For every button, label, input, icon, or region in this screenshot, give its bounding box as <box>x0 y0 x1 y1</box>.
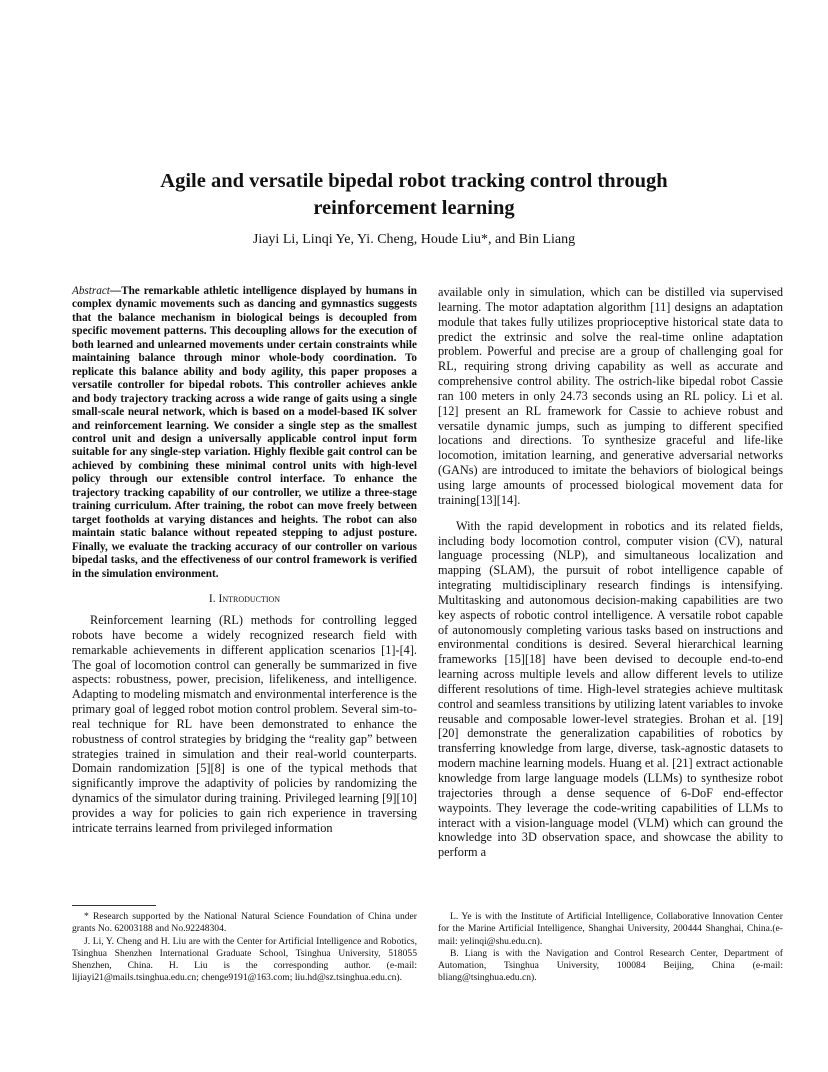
paper-title-line-1: Agile and versatile bipedal robot tracking control through <box>160 170 668 192</box>
abstract-text: —The remarkable athletic intelligence displayed by humans in complex dynamic movements such as dancing and gymnastics suggests that the balance mechanism in biological beings is decoupled from specific movement patterns. This decoupling allows for the execution of both learned and unlearned movements under certain constraints while maintaining balance through minor whole-body coordination. To replicate this balance ability and body agility, this paper proposes a versatile controller for bipedal robots. This controller achieves ankle and body trajectory tracking across a wide range of gaits using a single small-scale neural network, which is based on a model-based IK solver and reinforcement learning. We consider a single step as the smallest control unit and design a universally applicable control input form suitable for any single-step variation. Highly flexible gait control can be achieved by combining these minimal control units with high-level policy through our extensible control interface. To enhance the trajectory tracking capability of our controller, we utilize a three-stage training curriculum. After training, the robot can move freely between target footholds at varying distances and heights. The robot can also maintain static balance without repeated stepping to adjust posture. Finally, we evaluate the tracking accuracy of our controller on various bipedal tasks, and the effectiveness of our control framework is verified in the simulation environment. <box>72 285 417 580</box>
footnotes-left <box>72 911 417 985</box>
intro-paragraph-2: With the rapid development in robotics and its related fields, including body locomotion control, computer vision (CV), natural language processing (NLP), and simultaneous localization and mapping (SLAM), the pursuit of robot intelligence capable of integrating multidisciplinary research findings is intensifying. Multitasking and autonomous decision-making capabilities are two key aspects of robotic control intelligence. A versatile robot capable of autonomously completing various tasks based on instructions and environmental conditions is desired. Several hierarchical learning frameworks [15][18] have been devised to decouple end-to-end learning across multiple levels and allow different levels to utilize different resolutions of time. High-level strategies achieve multitask control and seamless transitions by utilizing latent variables to invoke reusable and composable lower-level strategies. Brohan et al. [19][20] demonstrate the generalization capabilities of robotics by transferring knowledge from large, diverse, task-agnostic datasets to modern machine learning models. Huang et al. [21] extract actionable knowledge from large language models (LLMs) to synthesize robot trajectories through a dense sequence of 6-DoF end-effector waypoints. They leverage the code-writing capabilities of LLMs to interact with a vision-language model (VLM) which can ground the knowledge into 3D observation space, and showcase the ability to perform a <box>438 518 783 860</box>
left-column <box>72 285 417 836</box>
paper-title-line-2: reinforcement learning <box>313 197 515 219</box>
section-heading-introduction <box>72 592 417 606</box>
section-title: Introduction <box>218 592 281 605</box>
abstract-label: Abstract <box>72 285 110 297</box>
intro-paragraph-1: Reinforcement learning (RL) methods for controlling legged robots have become a widely recognized research field with remarkable achievements in different application scenarios [1]-[4]. The goal of locomotion control can generally be summarized in five aspects: robustness, power, precision, lifelikeness, and intelligence. Adapting to modeling mismatch and environmental interference is the primary goal of legged robot motion control problem. Several sim-to-real technique for RL have been demonstrated to enhance the robustness of control strategies by bridging the “reality gap” between strategies trained in simulation and their real-world counterparts. Domain randomization [5][8] is one of the typical methods that significantly improve the adaptivity of policies by randomizing the dynamics of the simulator during training. Privileged learning [9][10] provides a way for policies to gain rich experience in traversing intricate terrains learned from privileged information <box>72 612 417 835</box>
footnote-affiliation-2: L. Ye is with the Institute of Artificial Intelligence, Collaborative Innovation Center for the Marine Artificial Intelligence, Shanghai University, 200444 Shanghai, China.(e-mail: yelinqi@shu.edu.cn). <box>438 911 783 947</box>
section-number: I. <box>208 592 216 605</box>
right-column <box>438 285 783 860</box>
intro-paragraph-1-continued: available only in simulation, which can be distilled via supervised learning. The motor adaptation algorithm [11] designs an adaptation module that takes fully utilizes proprioceptive historical state data to predict the extrinsic and solve the real-time online adaptation problem. Powerful and precise are a group of challenging goal for RL, requiring strong driving capability as well as accurate and comprehensive control ability. The ostrich-like bipedal robot Cassie ran 100 meters in only 24.73 seconds using an RL policy. Li et al. [12] present an RL framework for Cassie to achieve robust and versatile dynamic jumps, such as jumping to different specified locations and directions. To synthesize graceful and life-like locomotion, imitation learning, and generative adversarial networks (GANs) are introduced to imitate the behaviors of biological beings using large amounts of processed biological movement data for training[13][14]. <box>438 285 783 507</box>
footnote-affiliation-3: B. Liang is with the Navigation and Control Research Center, Department of Automation, Tsinghua University, 100084 Beijing, China (e-mail: bliang@tsinghua.edu.cn). <box>438 947 783 984</box>
paper-title <box>60 168 768 222</box>
author-list: Jiayi Li, Linqi Ye, Yi. Cheng, Houde Liu*, and Bin Liang <box>252 232 576 247</box>
footnote-funding: * Research supported by the National Natural Science Foundation of China under grants No. 62003188 and No.92248304. <box>72 911 417 935</box>
footnote-divider <box>72 905 156 906</box>
footnote-affiliation-1: J. Li, Y. Cheng and H. Liu are with the Center for Artificial Intelligence and Robotics, Tsinghua Shenzhen International Graduate School, Tsinghua University, 518055 Shenzhen, China. H. Liu is the corresponding author. (e-mail: lijiayi21@mails.tsinghua.edu.cn; chenge9191@163.com; liu.hd@sz.tsinghua.edu.cn). <box>72 935 417 984</box>
abstract <box>72 285 417 581</box>
footnotes-right <box>438 911 783 985</box>
